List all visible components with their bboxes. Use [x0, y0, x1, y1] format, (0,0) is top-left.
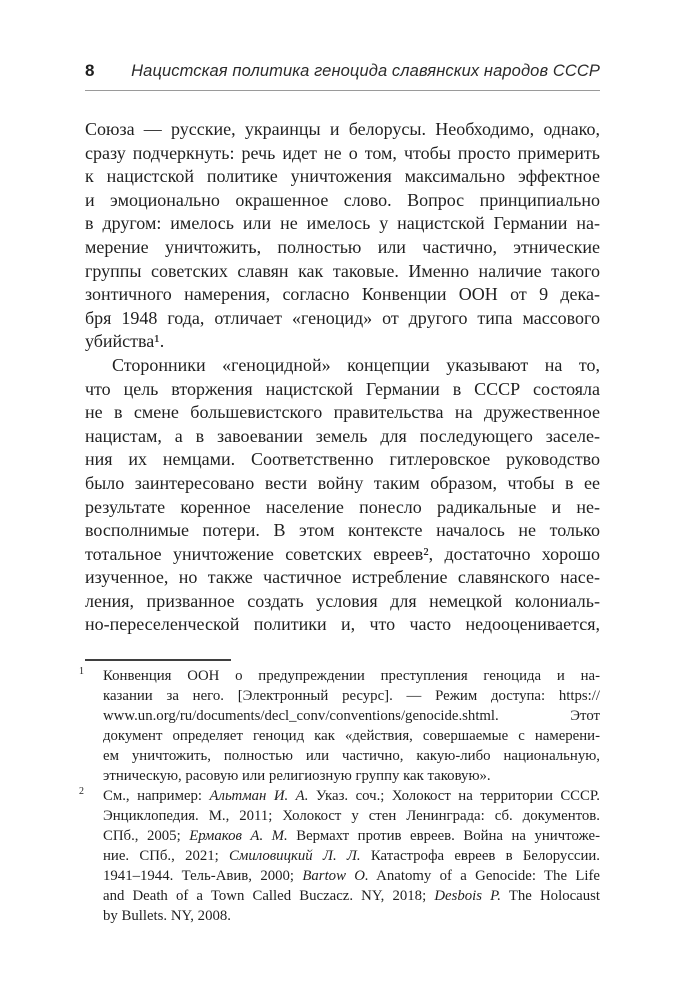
text-segment: к нацистской политике уничтожения максимально эффектное: [85, 166, 600, 187]
text-segment: этническую, расовую или религиозную группу как таковую».: [103, 768, 491, 785]
footnote: [79, 786, 601, 926]
text-line: [103, 686, 600, 706]
text-segment: казании за него. [Электронный ресурс]. — Режим доступа: https://: [103, 688, 600, 705]
text-segment: ем уничтожить, полностью или частично, какую-либо национальную,: [103, 748, 600, 765]
text-line: [85, 613, 600, 637]
text-segment: ления, призванное создать условия для немецкой колониаль-: [85, 590, 600, 611]
page-number: 8: [85, 61, 95, 80]
text-segment: мерение уничтожить, полностью или частично, этнические: [85, 236, 600, 257]
text-line: [85, 496, 600, 520]
text-line: [103, 746, 600, 766]
text-segment: тотальное уничтожение советских евреев², достаточно хорошо: [85, 543, 600, 564]
text-line: [85, 307, 600, 331]
italic-text: Desbois P.: [434, 888, 501, 905]
italic-text: Смиловицкий Л. Л.: [229, 848, 361, 865]
text-line: [103, 766, 600, 786]
text-segment: СПб., 2005;: [103, 828, 190, 845]
text-segment: Указ. соч.; Холокост на территории СССР.: [308, 788, 601, 805]
paragraph: [85, 118, 600, 354]
text-line: [85, 118, 600, 142]
footnote: [79, 666, 600, 786]
text-line: [85, 165, 600, 189]
text-line: [85, 543, 600, 567]
text-segment: группы советских славян как таковые. Именно наличие такого: [85, 260, 600, 281]
text-segment: зонтичного намерения, согласно Конвенции ООН от 9 дека-: [85, 284, 600, 305]
text-segment: The Holocaust: [500, 888, 600, 905]
text-segment: в другом: имелось или не имелось у нацистской Германии на-: [85, 213, 600, 234]
text-line: [85, 189, 600, 213]
running-title: Нацистская политика геноцида славянских народов СССР: [131, 62, 600, 80]
text-line: [85, 330, 600, 354]
text-line: [103, 886, 600, 906]
text-segment: Энциклопедия. М., 2011; Холокост у стен Ленинграда: сб. документов.: [103, 808, 600, 825]
text-segment: но-переселенческой политики и, что часто недооценивается,: [85, 614, 600, 635]
text-line: [103, 666, 600, 686]
text-segment: ния их немцами. Соответственно гитлеровское руководство: [85, 449, 600, 470]
text-segment: восполнимые потери. В этом контексте началось не только: [85, 520, 600, 541]
italic-text: Ермаков А. М.: [189, 828, 288, 845]
text-line: [85, 283, 600, 307]
text-segment: Союза — русские, украинцы и белорусы. Необходимо, однако,: [85, 119, 600, 139]
text-line: [85, 378, 600, 402]
text-segment: было заинтересовано вести войну таким образом, чтобы в ее: [85, 472, 600, 493]
footnotes-section: [79, 666, 601, 926]
text-segment: убийства¹.: [85, 331, 165, 352]
text-segment: документ определяет геноцид как «действия, совершаемые с намерени-: [103, 728, 600, 745]
page-header: [85, 61, 600, 91]
text-line: [85, 519, 600, 543]
text-segment: by Bullets. NY, 2008.: [103, 908, 231, 925]
text-segment: Вермахт против евреев. Война на уничтоже-: [287, 828, 600, 845]
text-segment: сразу подчеркнуть: речь идет не о том, чтобы просто примерить: [85, 142, 600, 163]
text-line: [103, 846, 600, 866]
text-line: [85, 142, 600, 166]
footnote-marker: 2: [79, 786, 84, 798]
text-segment: Anatomy of a Genocide: The Life: [368, 868, 600, 885]
text-line: [85, 590, 600, 614]
text-segment: нацистам, а в завоевании земель для последующего заселе-: [85, 425, 600, 446]
text-line: [103, 706, 600, 726]
text-line: [85, 401, 600, 425]
text-segment: бря 1948 года, отличает «геноцид» от другого типа массового: [85, 307, 600, 328]
text-segment: и эмоционально окрашенное слово. Вопрос принципиально: [85, 189, 600, 210]
text-line: [103, 906, 600, 926]
body-text: [85, 118, 600, 637]
text-line: [85, 260, 600, 284]
text-segment: не в смене большевистского правительства на дружественное: [85, 402, 600, 423]
text-line: [103, 786, 600, 806]
text-line: [85, 566, 600, 590]
text-line: [103, 806, 600, 826]
text-line: [85, 448, 600, 472]
text-line: [103, 726, 600, 746]
text-line: [85, 212, 600, 236]
text-segment: См., например:: [103, 788, 210, 805]
text-segment: что цель вторжения нацистской Германии в СССР состояла: [85, 378, 600, 399]
text-segment: результате коренное население понесло радикальные и не-: [85, 496, 600, 517]
text-line: [85, 354, 600, 378]
text-segment: ние. СПб., 2021;: [103, 848, 230, 865]
text-segment: Катастрофа евреев в Белоруссии.: [360, 848, 601, 865]
footnote-divider: [85, 659, 231, 661]
paragraph: [85, 354, 600, 637]
text-line: [103, 826, 600, 846]
italic-text: Альтман И. А.: [209, 788, 309, 805]
text-line: [103, 866, 600, 886]
text-line: [85, 472, 600, 496]
italic-text: Bartow O.: [302, 868, 369, 885]
text-line: [85, 425, 600, 449]
text-segment: www.un.org/ru/documents/decl_conv/conventions/genocide.shtml. Этот: [103, 708, 600, 725]
text-segment: Сторонники «геноцидной» концепции указывают на то,: [112, 354, 600, 375]
text-segment: изученное, но также частичное истребление славянского насе-: [85, 567, 600, 588]
text-segment: and Death of a Town Called Buczacz. NY, 2018;: [103, 888, 435, 905]
text-segment: 1941–1944. Тель-Авив, 2000;: [103, 868, 303, 885]
footnote-marker: 1: [79, 666, 84, 678]
text-line: [85, 236, 600, 260]
text-segment: Конвенция ООН о предупреждении преступления геноцида и на-: [103, 668, 600, 685]
